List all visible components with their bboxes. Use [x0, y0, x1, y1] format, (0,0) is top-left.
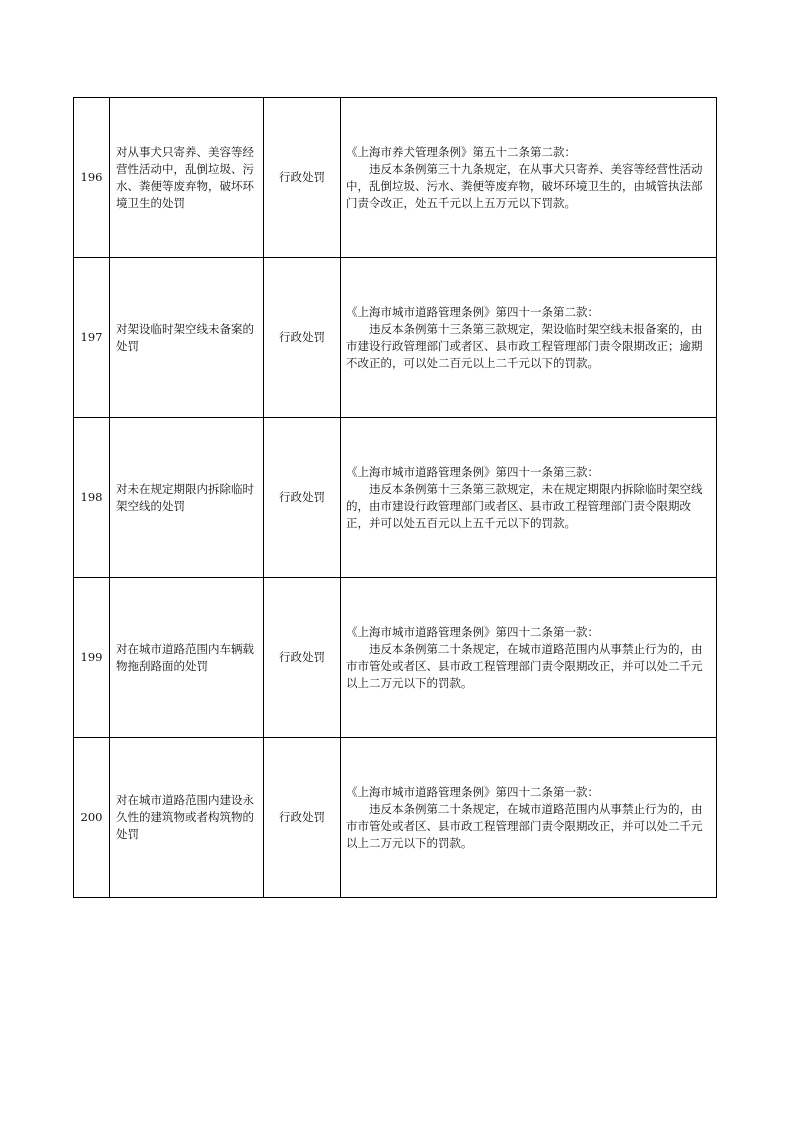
legal-basis-text: 违反本条例第十三条第三款规定，架设临时架空线未报备案的，由市建设行政管理部门或者区、县市政工程管理部门责令限期改正；逾期不改正的，可以处二百元以上二千元以下的罚款。	[346, 321, 703, 370]
penalty-type: 行政处罚	[264, 258, 341, 418]
penalty-type: 行政处罚	[264, 98, 341, 258]
table-row	[74, 738, 717, 898]
legal-basis-source: 《上海市城市道路管理条例》第四十一条第三款：	[346, 464, 599, 479]
table-row	[74, 258, 717, 418]
penalty-type: 行政处罚	[264, 738, 341, 898]
penalty-type: 行政处罚	[264, 578, 341, 738]
legal-basis	[341, 418, 717, 578]
penalty-item: 对从事犬只寄养、美容等经营性活动中，乱倒垃圾、污水、粪便等废弃物，破坏环境卫生的处罚	[110, 98, 264, 258]
legal-basis-source: 《上海市城市道路管理条例》第四十二条第一款：	[346, 784, 599, 799]
legal-basis	[341, 738, 717, 898]
legal-basis-source: 《上海市城市道路管理条例》第四十一条第二款：	[346, 304, 599, 319]
penalty-item: 对架设临时架空线未备案的处罚	[110, 258, 264, 418]
row-number: 196	[74, 98, 110, 258]
legal-basis	[341, 258, 717, 418]
table-row	[74, 98, 717, 258]
penalty-type: 行政处罚	[264, 418, 341, 578]
penalty-item: 对未在规定期限内拆除临时架空线的处罚	[110, 418, 264, 578]
legal-basis-text: 违反本条例第十三条第三款规定，未在规定期限内拆除临时架空线的，由市建设行政管理部门或者区、县市政工程管理部门责令限期改正，并可以处五百元以上五千元以下的罚款。	[346, 481, 703, 530]
row-number: 199	[74, 578, 110, 738]
legal-basis-source: 《上海市养犬管理条例》第五十二条第二款：	[346, 144, 576, 159]
table-row	[74, 418, 717, 578]
penalty-table	[73, 97, 717, 898]
table-row	[74, 578, 717, 738]
penalty-item: 对在城市道路范围内建设永久性的建筑物或者构筑物的处罚	[110, 738, 264, 898]
row-number: 197	[74, 258, 110, 418]
row-number: 200	[74, 738, 110, 898]
legal-basis-text: 违反本条例第二十条规定，在城市道路范围内从事禁止行为的，由市市管处或者区、县市政工程管理部门责令限期改正，并可以处二千元以上二万元以下的罚款。	[346, 801, 703, 850]
legal-basis	[341, 578, 717, 738]
legal-basis	[341, 98, 717, 258]
row-number: 198	[74, 418, 110, 578]
legal-basis-text: 违反本条例第二十条规定，在城市道路范围内从事禁止行为的，由市市管处或者区、县市政工程管理部门责令限期改正，并可以处二千元以上二万元以下的罚款。	[346, 641, 703, 690]
legal-basis-source: 《上海市城市道路管理条例》第四十二条第一款：	[346, 624, 599, 639]
legal-basis-text: 违反本条例第三十九条规定，在从事犬只寄养、美容等经营性活动中，乱倒垃圾、污水、粪便等废弃物，破坏环境卫生的，由城管执法部门责令改正，处五千元以上五万元以下罚款。	[346, 161, 703, 210]
penalty-item: 对在城市道路范围内车辆载物拖刮路面的处罚	[110, 578, 264, 738]
